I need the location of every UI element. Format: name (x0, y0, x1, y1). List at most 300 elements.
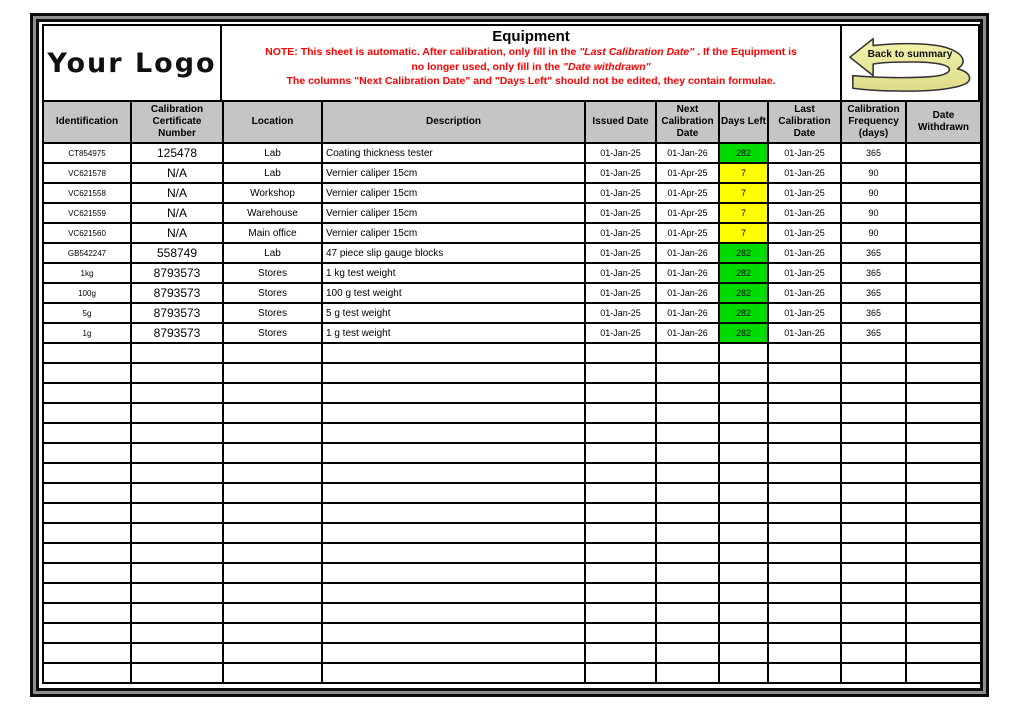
cell-days_left-empty[interactable] (719, 643, 768, 663)
cell-days_left-empty[interactable] (719, 383, 768, 403)
cell-next-empty[interactable] (656, 463, 719, 483)
cell-next[interactable]: 01-Jan-26 (656, 303, 719, 323)
cell-withdrawn-empty[interactable] (906, 363, 981, 383)
cell-next-empty[interactable] (656, 443, 719, 463)
cell-location[interactable]: Main office (223, 223, 322, 243)
cell-days_left-empty[interactable] (719, 603, 768, 623)
cell-next[interactable]: 01-Jan-26 (656, 283, 719, 303)
table-row (43, 323, 981, 343)
cell-issued-empty[interactable] (585, 403, 656, 423)
cell-description-empty[interactable] (322, 563, 585, 583)
cell-identification-empty[interactable] (43, 363, 131, 383)
cell-frequency-empty[interactable] (841, 583, 906, 603)
cell-withdrawn-empty[interactable] (906, 463, 981, 483)
cell-withdrawn-empty[interactable] (906, 343, 981, 363)
cell-location[interactable]: Workshop (223, 183, 322, 203)
cell-withdrawn-empty[interactable] (906, 423, 981, 443)
cell-issued[interactable]: 01-Jan-25 (585, 243, 656, 263)
cell-issued-empty[interactable] (585, 563, 656, 583)
table-row (43, 163, 981, 183)
cell-next-empty[interactable] (656, 363, 719, 383)
cell-frequency-empty[interactable] (841, 563, 906, 583)
cell-certificate-empty[interactable] (131, 603, 223, 623)
cell-frequency[interactable]: 365 (841, 303, 906, 323)
cell-next-empty[interactable] (656, 583, 719, 603)
cell-description-empty[interactable] (322, 483, 585, 503)
cell-description-empty[interactable] (322, 363, 585, 383)
note-line: NOTE: This sheet is automatic. After calibration, only fill in the "Last Calibration Date" . If the Equipment is (265, 46, 797, 58)
cell-certificate-empty[interactable] (131, 403, 223, 423)
cell-certificate-empty[interactable] (131, 423, 223, 443)
empty-table-row (43, 623, 981, 643)
cell-frequency-empty[interactable] (841, 403, 906, 423)
cell-withdrawn-empty[interactable] (906, 503, 981, 523)
cell-identification[interactable]: GB542247 (43, 243, 131, 263)
cell-next[interactable]: 01-Apr-25 (656, 163, 719, 183)
cell-description-empty[interactable] (322, 543, 585, 563)
cell-location-empty[interactable] (223, 503, 322, 523)
cell-certificate[interactable]: 8793573 (131, 263, 223, 283)
cell-last[interactable]: 01-Jan-25 (768, 183, 841, 203)
cell-location[interactable]: Lab (223, 143, 322, 163)
cell-next-empty[interactable] (656, 663, 719, 683)
cell-last-empty[interactable] (768, 643, 841, 663)
cell-next[interactable]: 01-Jan-26 (656, 243, 719, 263)
cell-identification[interactable]: VC621558 (43, 183, 131, 203)
cell-certificate[interactable]: 8793573 (131, 283, 223, 303)
empty-table-row (43, 343, 981, 363)
cell-withdrawn[interactable] (906, 323, 981, 343)
cell-description-empty[interactable] (322, 443, 585, 463)
cell-days_left-empty[interactable] (719, 663, 768, 683)
cell-identification[interactable]: VC621578 (43, 163, 131, 183)
cell-identification[interactable]: CT854975 (43, 143, 131, 163)
cell-next-empty[interactable] (656, 623, 719, 643)
cell-withdrawn-empty[interactable] (906, 403, 981, 423)
company-logo (42, 24, 222, 102)
cell-last[interactable]: 01-Jan-25 (768, 203, 841, 223)
cell-location[interactable]: Stores (223, 283, 322, 303)
cell-last[interactable]: 01-Jan-25 (768, 283, 841, 303)
cell-last-empty[interactable] (768, 403, 841, 423)
cell-certificate[interactable]: 558749 (131, 243, 223, 263)
cell-identification-empty[interactable] (43, 343, 131, 363)
cell-description-empty[interactable] (322, 523, 585, 543)
cell-withdrawn-empty[interactable] (906, 523, 981, 543)
cell-description-empty[interactable] (322, 463, 585, 483)
cell-issued[interactable]: 01-Jan-25 (585, 283, 656, 303)
cell-last-empty[interactable] (768, 623, 841, 643)
table-row (43, 143, 981, 163)
cell-identification-empty[interactable] (43, 443, 131, 463)
cell-frequency-empty[interactable] (841, 483, 906, 503)
cell-location-empty[interactable] (223, 443, 322, 463)
cell-next[interactable]: 01-Apr-25 (656, 223, 719, 243)
cell-last-empty[interactable] (768, 563, 841, 583)
cell-withdrawn-empty[interactable] (906, 643, 981, 663)
cell-last-empty[interactable] (768, 443, 841, 463)
cell-last-empty[interactable] (768, 463, 841, 483)
cell-issued-empty[interactable] (585, 603, 656, 623)
cell-issued-empty[interactable] (585, 383, 656, 403)
empty-table-row (43, 463, 981, 483)
cell-days_left[interactable]: 7 (719, 183, 768, 203)
cell-next-empty[interactable] (656, 563, 719, 583)
cell-withdrawn[interactable] (906, 203, 981, 223)
table-header-row (43, 101, 981, 143)
cell-days_left[interactable]: 282 (719, 303, 768, 323)
cell-frequency-empty[interactable] (841, 603, 906, 623)
cell-description-empty[interactable] (322, 403, 585, 423)
cell-description[interactable]: Vernier caliper 15cm (322, 223, 585, 243)
cell-description[interactable]: 1 kg test weight (322, 263, 585, 283)
cell-withdrawn-empty[interactable] (906, 583, 981, 603)
cell-location-empty[interactable] (223, 563, 322, 583)
cell-description[interactable]: 100 g test weight (322, 283, 585, 303)
cell-description[interactable]: 1 g test weight (322, 323, 585, 343)
cell-certificate[interactable]: N/A (131, 203, 223, 223)
cell-next-empty[interactable] (656, 423, 719, 443)
cell-days_left-empty[interactable] (719, 623, 768, 643)
cell-location-empty[interactable] (223, 663, 322, 683)
cell-description-empty[interactable] (322, 343, 585, 363)
cell-location-empty[interactable] (223, 343, 322, 363)
cell-next-empty[interactable] (656, 403, 719, 423)
cell-issued-empty[interactable] (585, 343, 656, 363)
cell-next-empty[interactable] (656, 483, 719, 503)
cell-frequency[interactable]: 90 (841, 163, 906, 183)
cell-next[interactable]: 01-Apr-25 (656, 183, 719, 203)
cell-identification-empty[interactable] (43, 383, 131, 403)
cell-description-empty[interactable] (322, 643, 585, 663)
column-header-issued: Issued Date (585, 101, 656, 143)
cell-description-empty[interactable] (322, 623, 585, 643)
cell-issued-empty[interactable] (585, 663, 656, 683)
cell-last[interactable]: 01-Jan-25 (768, 243, 841, 263)
cell-days_left-empty[interactable] (719, 463, 768, 483)
cell-issued[interactable]: 01-Jan-25 (585, 303, 656, 323)
cell-days_left-empty[interactable] (719, 483, 768, 503)
cell-frequency[interactable]: 365 (841, 143, 906, 163)
cell-description[interactable]: Vernier caliper 15cm (322, 203, 585, 223)
cell-certificate-empty[interactable] (131, 623, 223, 643)
column-header-next: Next Calibration Date (656, 101, 719, 143)
cell-location-empty[interactable] (223, 483, 322, 503)
cell-frequency-empty[interactable] (841, 383, 906, 403)
cell-last-empty[interactable] (768, 383, 841, 403)
cell-certificate-empty[interactable] (131, 383, 223, 403)
cell-last-empty[interactable] (768, 583, 841, 603)
cell-certificate-empty[interactable] (131, 563, 223, 583)
cell-last[interactable]: 01-Jan-25 (768, 143, 841, 163)
cell-frequency[interactable]: 90 (841, 203, 906, 223)
cell-issued-empty[interactable] (585, 583, 656, 603)
cell-last[interactable]: 01-Jan-25 (768, 263, 841, 283)
cell-last[interactable]: 01-Jan-25 (768, 323, 841, 343)
cell-certificate-empty[interactable] (131, 503, 223, 523)
cell-frequency-empty[interactable] (841, 343, 906, 363)
worksheet-page (30, 13, 989, 697)
cell-certificate[interactable]: 8793573 (131, 303, 223, 323)
cell-certificate-empty[interactable] (131, 343, 223, 363)
cell-issued[interactable]: 01-Jan-25 (585, 163, 656, 183)
cell-last-empty[interactable] (768, 523, 841, 543)
cell-description[interactable]: Vernier caliper 15cm (322, 183, 585, 203)
cell-withdrawn-empty[interactable] (906, 483, 981, 503)
cell-certificate-empty[interactable] (131, 523, 223, 543)
cell-frequency-empty[interactable] (841, 443, 906, 463)
empty-table-row (43, 483, 981, 503)
cell-location-empty[interactable] (223, 363, 322, 383)
cell-identification[interactable]: VC621559 (43, 203, 131, 223)
cell-issued-empty[interactable] (585, 643, 656, 663)
cell-location[interactable]: Stores (223, 323, 322, 343)
cell-issued-empty[interactable] (585, 503, 656, 523)
cell-days_left[interactable]: 7 (719, 203, 768, 223)
empty-table-row (43, 443, 981, 463)
cell-days_left[interactable]: 7 (719, 223, 768, 243)
cell-certificate-empty[interactable] (131, 443, 223, 463)
cell-withdrawn-empty[interactable] (906, 443, 981, 463)
cell-withdrawn[interactable] (906, 243, 981, 263)
cell-identification-empty[interactable] (43, 503, 131, 523)
cell-frequency[interactable]: 365 (841, 243, 906, 263)
cell-certificate-empty[interactable] (131, 543, 223, 563)
cell-identification[interactable]: 5g (43, 303, 131, 323)
empty-table-row (43, 563, 981, 583)
cell-days_left[interactable]: 282 (719, 263, 768, 283)
cell-description-empty[interactable] (322, 583, 585, 603)
cell-location-empty[interactable] (223, 403, 322, 423)
cell-certificate-empty[interactable] (131, 583, 223, 603)
cell-issued-empty[interactable] (585, 463, 656, 483)
cell-description[interactable]: 47 piece slip gauge blocks (322, 243, 585, 263)
cell-days_left-empty[interactable] (719, 523, 768, 543)
cell-issued-empty[interactable] (585, 423, 656, 443)
cell-last-empty[interactable] (768, 483, 841, 503)
cell-issued-empty[interactable] (585, 363, 656, 383)
cell-frequency[interactable]: 365 (841, 323, 906, 343)
cell-description-empty[interactable] (322, 503, 585, 523)
cell-next[interactable]: 01-Jan-26 (656, 323, 719, 343)
title-block (222, 24, 840, 102)
back-to-summary-button[interactable] (840, 24, 980, 102)
cell-issued[interactable]: 01-Jan-25 (585, 143, 656, 163)
cell-withdrawn-empty[interactable] (906, 563, 981, 583)
cell-next-empty[interactable] (656, 543, 719, 563)
cell-identification-empty[interactable] (43, 403, 131, 423)
table-row (43, 183, 981, 203)
cell-withdrawn[interactable] (906, 283, 981, 303)
cell-next-empty[interactable] (656, 343, 719, 363)
cell-last-empty[interactable] (768, 423, 841, 443)
cell-withdrawn-empty[interactable] (906, 623, 981, 643)
cell-days_left-empty[interactable] (719, 403, 768, 423)
cell-withdrawn[interactable] (906, 263, 981, 283)
cell-identification[interactable]: VC621560 (43, 223, 131, 243)
cell-issued-empty[interactable] (585, 443, 656, 463)
cell-days_left[interactable]: 282 (719, 323, 768, 343)
cell-last-empty[interactable] (768, 663, 841, 683)
cell-days_left[interactable]: 282 (719, 143, 768, 163)
cell-days_left[interactable]: 7 (719, 163, 768, 183)
cell-location-empty[interactable] (223, 543, 322, 563)
cell-certificate-empty[interactable] (131, 663, 223, 683)
cell-withdrawn[interactable] (906, 143, 981, 163)
cell-last[interactable]: 01-Jan-25 (768, 223, 841, 243)
cell-next-empty[interactable] (656, 503, 719, 523)
cell-next[interactable]: 01-Apr-25 (656, 203, 719, 223)
cell-days_left-empty[interactable] (719, 343, 768, 363)
cell-withdrawn[interactable] (906, 223, 981, 243)
cell-issued-empty[interactable] (585, 523, 656, 543)
cell-identification-empty[interactable] (43, 423, 131, 443)
cell-description[interactable]: Vernier caliper 15cm (322, 163, 585, 183)
cell-location-empty[interactable] (223, 643, 322, 663)
cell-description[interactable]: 5 g test weight (322, 303, 585, 323)
cell-location[interactable]: Warehouse (223, 203, 322, 223)
cell-identification[interactable]: 100g (43, 283, 131, 303)
cell-days_left-empty[interactable] (719, 543, 768, 563)
page-border (36, 19, 983, 691)
cell-location-empty[interactable] (223, 623, 322, 643)
cell-issued-empty[interactable] (585, 483, 656, 503)
cell-days_left-empty[interactable] (719, 503, 768, 523)
cell-frequency[interactable]: 90 (841, 223, 906, 243)
cell-frequency-empty[interactable] (841, 663, 906, 683)
cell-issued[interactable]: 01-Jan-25 (585, 263, 656, 283)
cell-location-empty[interactable] (223, 523, 322, 543)
cell-location-empty[interactable] (223, 423, 322, 443)
cell-withdrawn[interactable] (906, 183, 981, 203)
cell-issued[interactable]: 01-Jan-25 (585, 323, 656, 343)
cell-identification-empty[interactable] (43, 543, 131, 563)
cell-days_left-empty[interactable] (719, 423, 768, 443)
cell-location-empty[interactable] (223, 383, 322, 403)
cell-certificate[interactable]: N/A (131, 223, 223, 243)
cell-identification-empty[interactable] (43, 603, 131, 623)
cell-description[interactable]: Coating thickness tester (322, 143, 585, 163)
cell-days_left[interactable]: 282 (719, 243, 768, 263)
cell-identification[interactable]: 1g (43, 323, 131, 343)
cell-location[interactable]: Stores (223, 263, 322, 283)
cell-last[interactable]: 01-Jan-25 (768, 303, 841, 323)
cell-next-empty[interactable] (656, 643, 719, 663)
cell-identification-empty[interactable] (43, 483, 131, 503)
cell-next[interactable]: 01-Jan-26 (656, 263, 719, 283)
cell-last-empty[interactable] (768, 503, 841, 523)
cell-days_left-empty[interactable] (719, 363, 768, 383)
cell-last[interactable]: 01-Jan-25 (768, 163, 841, 183)
cell-frequency-empty[interactable] (841, 503, 906, 523)
cell-location-empty[interactable] (223, 583, 322, 603)
cell-identification-empty[interactable] (43, 623, 131, 643)
table-row (43, 283, 981, 303)
cell-withdrawn[interactable] (906, 163, 981, 183)
cell-location[interactable]: Stores (223, 303, 322, 323)
cell-withdrawn-empty[interactable] (906, 543, 981, 563)
cell-frequency-empty[interactable] (841, 643, 906, 663)
cell-frequency[interactable]: 365 (841, 283, 906, 303)
cell-identification-empty[interactable] (43, 643, 131, 663)
cell-next-empty[interactable] (656, 383, 719, 403)
cell-identification-empty[interactable] (43, 563, 131, 583)
cell-withdrawn-empty[interactable] (906, 383, 981, 403)
cell-location[interactable]: Lab (223, 243, 322, 263)
table-row (43, 203, 981, 223)
cell-frequency-empty[interactable] (841, 363, 906, 383)
cell-days_left[interactable]: 282 (719, 283, 768, 303)
cell-last-empty[interactable] (768, 363, 841, 383)
cell-location-empty[interactable] (223, 603, 322, 623)
curved-arrow-icon (846, 31, 974, 95)
cell-certificate-empty[interactable] (131, 363, 223, 383)
cell-identification-empty[interactable] (43, 463, 131, 483)
cell-frequency[interactable]: 365 (841, 263, 906, 283)
cell-description-empty[interactable] (322, 423, 585, 443)
cell-last-empty[interactable] (768, 603, 841, 623)
cell-certificate-empty[interactable] (131, 463, 223, 483)
cell-frequency-empty[interactable] (841, 623, 906, 643)
cell-last-empty[interactable] (768, 543, 841, 563)
cell-certificate[interactable]: 8793573 (131, 323, 223, 343)
cell-certificate[interactable]: N/A (131, 183, 223, 203)
cell-frequency-empty[interactable] (841, 523, 906, 543)
cell-withdrawn-empty[interactable] (906, 603, 981, 623)
cell-withdrawn-empty[interactable] (906, 663, 981, 683)
instructions-note (222, 45, 840, 89)
cell-identification-empty[interactable] (43, 663, 131, 683)
cell-last-empty[interactable] (768, 343, 841, 363)
column-header-identification: Identification (43, 101, 131, 143)
cell-issued-empty[interactable] (585, 623, 656, 643)
cell-issued[interactable]: 01-Jan-25 (585, 203, 656, 223)
cell-location-empty[interactable] (223, 463, 322, 483)
empty-table-row (43, 503, 981, 523)
cell-identification-empty[interactable] (43, 583, 131, 603)
empty-table-row (43, 363, 981, 383)
cell-next[interactable]: 01-Jan-26 (656, 143, 719, 163)
cell-frequency-empty[interactable] (841, 463, 906, 483)
cell-certificate[interactable]: 125478 (131, 143, 223, 163)
cell-issued-empty[interactable] (585, 543, 656, 563)
cell-identification-empty[interactable] (43, 523, 131, 543)
cell-certificate-empty[interactable] (131, 483, 223, 503)
table-row (43, 223, 981, 243)
cell-days_left-empty[interactable] (719, 583, 768, 603)
cell-issued[interactable]: 01-Jan-25 (585, 223, 656, 243)
cell-frequency[interactable]: 90 (841, 183, 906, 203)
cell-issued[interactable]: 01-Jan-25 (585, 183, 656, 203)
column-header-withdrawn: Date Withdrawn (906, 101, 981, 143)
cell-description-empty[interactable] (322, 663, 585, 683)
cell-days_left-empty[interactable] (719, 443, 768, 463)
cell-description-empty[interactable] (322, 603, 585, 623)
cell-withdrawn[interactable] (906, 303, 981, 323)
cell-location[interactable]: Lab (223, 163, 322, 183)
cell-frequency-empty[interactable] (841, 543, 906, 563)
cell-next-empty[interactable] (656, 523, 719, 543)
cell-description-empty[interactable] (322, 383, 585, 403)
cell-certificate-empty[interactable] (131, 643, 223, 663)
table-row (43, 263, 981, 283)
cell-next-empty[interactable] (656, 603, 719, 623)
cell-identification[interactable]: 1kg (43, 263, 131, 283)
back-button-label: Back to summary (867, 49, 953, 61)
cell-days_left-empty[interactable] (719, 563, 768, 583)
cell-certificate[interactable]: N/A (131, 163, 223, 183)
cell-frequency-empty[interactable] (841, 423, 906, 443)
